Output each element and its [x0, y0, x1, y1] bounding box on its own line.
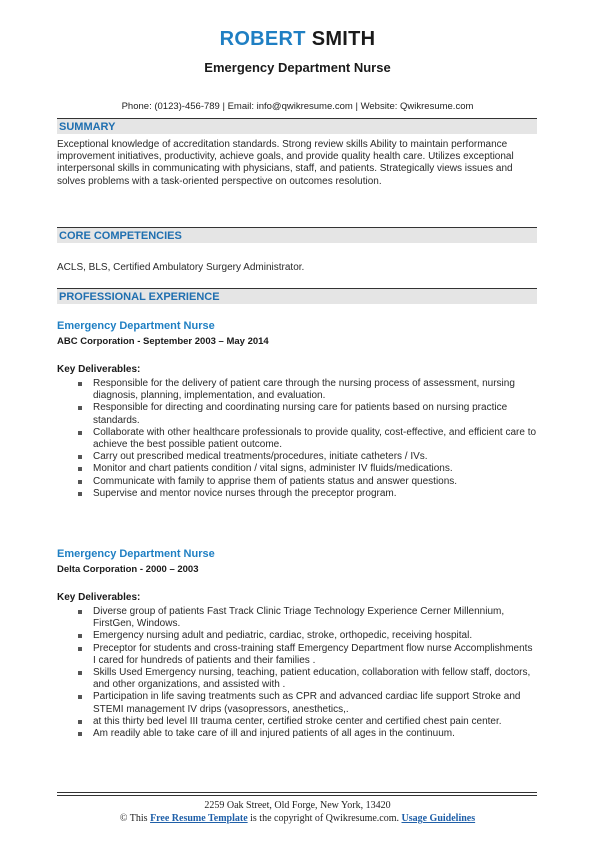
list-item — [57, 716, 537, 728]
contact-line: Phone: (0123)-456-789 | Email: info@qwikresume.com | Website: Qwikresume.com — [121, 101, 474, 112]
bullet-text: Skills Used Emergency nursing, teaching, patient education, collaboration with fellow staff, doctors, and other organizations, and assisted with . — [93, 667, 531, 691]
bullet-text: Collaborate with other healthcare professionals to provide quality, cost-effective, and efficient care to achieve the best possible patient outcome. — [93, 426, 537, 451]
last-name: SMITH — [311, 28, 376, 50]
bullet-icon — [78, 671, 82, 675]
bullet-icon — [78, 431, 82, 435]
list-item — [57, 451, 537, 463]
bullet-icon — [78, 455, 82, 459]
list-item — [57, 728, 537, 740]
bullet-icon — [78, 695, 82, 699]
job-1-title: Emergency Department Nurse — [57, 320, 215, 332]
bullet-icon — [78, 467, 82, 471]
bullet-text: Preceptor for students and cross-training staff Emergency Department flow nurse Accomplishments I cared for hundreds of patients and their families . — [93, 642, 533, 666]
competencies-section-header — [57, 227, 537, 243]
bullet-text: Responsible for directing and coordinating nursing care for patients based on nursing practice standards. — [93, 402, 508, 426]
experience-section-header — [57, 288, 537, 304]
bullet-text: Supervise and mentor novice nurses through the preceptor program. — [93, 487, 397, 499]
footer-copyright — [0, 813, 595, 825]
job-title-heading: Emergency Department Nurse — [204, 60, 391, 75]
list-item — [57, 667, 537, 691]
footer-address: 2259 Oak Street, Old Forge, New York, 13420 — [204, 800, 391, 811]
list-item — [57, 606, 537, 630]
list-item — [57, 691, 537, 715]
summary-section-header — [57, 118, 537, 134]
bullet-icon — [78, 647, 82, 651]
copyright-prefix: © This — [119, 813, 148, 824]
list-item — [57, 488, 537, 500]
competencies-heading: CORE COMPETENCIES — [59, 230, 182, 242]
competencies-text: ACLS, BLS, Certified Ambulatory Surgery Administrator. — [57, 262, 305, 273]
job-1-company: ABC Corporation - September 2003 – May 2014 — [57, 336, 269, 347]
bullet-icon — [78, 732, 82, 736]
list-item — [57, 476, 537, 488]
first-name: ROBERT — [219, 28, 306, 50]
bullet-text: Emergency nursing adult and pediatric, cardiac, stroke, orthopedic, receiving hospital. — [93, 630, 473, 642]
footer-divider-secondary — [57, 795, 537, 796]
usage-guidelines-link[interactable]: Usage Guidelines — [401, 813, 476, 824]
list-item — [57, 378, 537, 402]
list-item — [57, 427, 537, 451]
job-2-title: Emergency Department Nurse — [57, 548, 215, 560]
experience-heading: PROFESSIONAL EXPERIENCE — [59, 291, 220, 303]
bullet-icon — [78, 480, 82, 484]
bullet-text: Am readily able to take care of ill and injured patients of all ages in the continuum. — [93, 728, 455, 740]
bullet-icon — [78, 492, 82, 496]
bullet-icon — [78, 720, 82, 724]
job-1-deliverables-label: Key Deliverables: — [57, 364, 141, 375]
job-1-bullet-list — [57, 378, 537, 500]
job-2-bullet-list — [57, 606, 537, 740]
footer-divider — [57, 792, 537, 793]
free-resume-template-link[interactable]: Free Resume Template — [150, 813, 248, 824]
bullet-icon — [78, 634, 82, 638]
summary-text: Exceptional knowledge of accreditation standards. Strong review skills Ability to maintain performance improvement initiatives, productivity, achieve goals, and provide quality health care. Utilizes exceptional interpersonal skills in communicating with physicians, staff, and patients. Strategically views issues and solves problems with a task-oriented perspective on outcomes resolution. — [57, 139, 514, 187]
job-2-deliverables-label: Key Deliverables: — [57, 592, 141, 603]
bullet-text: Diverse group of patients Fast Track Clinic Triage Technology Experience Cerner Millennium, FirstGen, Windows. — [93, 606, 505, 630]
bullet-icon — [78, 382, 82, 386]
summary-heading: SUMMARY — [59, 121, 116, 133]
list-item — [57, 463, 537, 475]
bullet-icon — [78, 406, 82, 410]
list-item — [57, 630, 537, 642]
bullet-text: at this thirty bed level III trauma center, certified stroke center and certified chest pain center. — [93, 715, 502, 727]
bullet-text: Monitor and chart patients condition / vital signs, administer IV fluids/medications. — [93, 463, 453, 475]
bullet-text: Carry out prescribed medical treatments/procedures, initiate catheters / IVs. — [93, 451, 428, 463]
bullet-text: Responsible for the delivery of patient care through the nursing process of assessment, nursing diagnosis, planning, implementation, and evaluation. — [93, 378, 515, 402]
bullet-text: Participation in life saving treatments such as CPR and advanced cardiac life support Stroke and STEMI management IV drips (vasopressors, anesthetics,. — [93, 691, 521, 715]
list-item — [57, 643, 537, 667]
bullet-icon — [78, 610, 82, 614]
copyright-middle: is the copyright of Qwikresume.com. — [250, 813, 399, 824]
job-2-company: Delta Corporation - 2000 – 2003 — [57, 564, 199, 575]
bullet-text: Communicate with family to apprise them of patients status and answer questions. — [93, 475, 458, 487]
list-item — [57, 402, 537, 426]
candidate-name — [0, 27, 595, 51]
